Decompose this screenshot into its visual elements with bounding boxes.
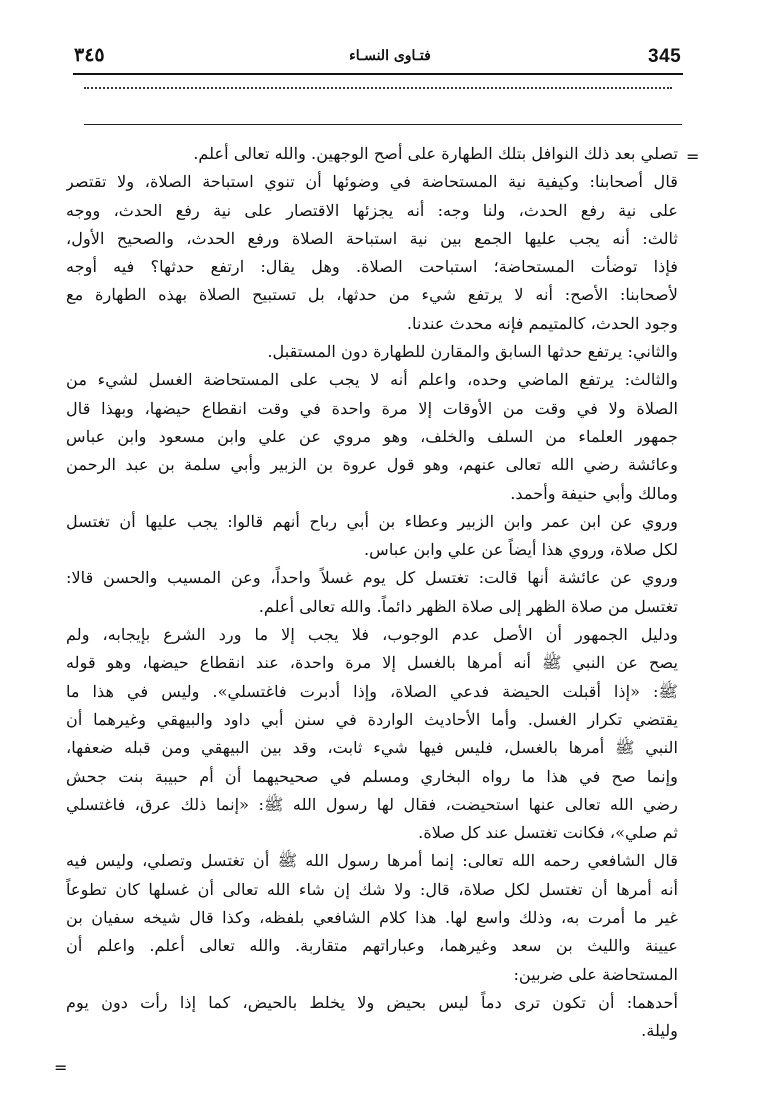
text-line: والثالث: يرتفع الماضي وحده، واعلم أنه لا يجب على المستحاضة الغسل لشيء من xyxy=(66,370,678,390)
text-line: وإنما صح في هذا ما رواه البخاري ومسلم في صحيحيهما أن أم حبيبة بنت جحش xyxy=(66,766,678,786)
text-line: وروي عن ابن عمر وابن الزبير وعطاء بن أبي رباح أنهم قالوا: يجب عليها أن تغتسل xyxy=(66,511,678,531)
text-line: ﷺ: «إذا أقبلت الحيضة فدعي الصلاة، وإذا أدبرت فاغتسلي». وليس في هذا ما xyxy=(66,681,678,701)
text-line: وعائشة رضي الله تعالى عنهم، وهو قول عروة بن الزبير وأبي سلمة بن عبد الرحمن xyxy=(66,455,678,475)
text-line: الصلاة ولا في وقت من الأوقات إلا مرة واحدة في وقت انقطاع حيضها، وبهذا قال xyxy=(66,398,678,418)
text-line: لأصحابنا: الأصح: أنه لا يرتفع شيء من حدثها، بل تستبيح الصلاة بهذه الطهارة مع xyxy=(66,285,678,305)
text-line: ومالك وأبي حنيفة وأحمد. xyxy=(510,483,678,503)
text-line: عيينة والليث بن سعد وغيرهما، وعباراتهم متقاربة. والله تعالى أعلم. واعلم أن xyxy=(66,936,678,956)
text-line: جمهور العلماء من السلف والخلف، وهو مروي عن علي وابن مسعود وابن عباس xyxy=(66,426,678,446)
text-line: رضي الله تعالى عنها استحيضت، فقال لها رسول الله ﷺ: «إنما ذلك عرق، فاغتسلي xyxy=(66,794,678,814)
text-line: ودليل الجمهور أن الأصل عدم الوجوب، فلا يجب إلا ما ورد الشرع بإيجابه، ولم xyxy=(66,625,678,645)
text-line: النبي ﷺ أمرها بالغسل، فليس فيها شيء ثابت، وقد بين البيهقي ومن قبله ضعفها، xyxy=(66,738,678,758)
text-line: قال الشافعي رحمه الله تعالى: إنما أمرها رسول الله ﷺ أن تغتسل وتصلي، وليس فيه xyxy=(66,851,678,871)
text-line: يقتضي تكرار الغسل. وأما الأحاديث الواردة في سنن أبي داود والبيهقي وغيرهما أن xyxy=(66,709,678,729)
text-line: قال أصحابنا: وكيفية نية المستحاضة في وضوئها أن تنوي استباحة الصلاة، ولا تقتصر xyxy=(66,172,678,192)
dotted-separator xyxy=(84,87,672,89)
text-line: المستحاضة على ضربين: xyxy=(513,964,678,984)
text-line: على نية رفع الحدث، ولنا وجه: أنه يجزئها الاقتصار على نية رفع الحدث، ووجه xyxy=(66,200,678,220)
page-number-arabic: ٣٤٥ xyxy=(74,44,105,66)
text-line: تغتسل من صلاة الظهر إلى صلاة الظهر دائماً. والله تعالى أعلم. xyxy=(258,596,678,616)
text-line: وليلة. xyxy=(641,1021,678,1041)
text-line: غير ما أمرت به، وذلك واسع لها. هذا كلام الشافعي بلفظه، وكذا قال شيخه سفيان بن xyxy=(66,908,678,928)
text-line: لكل صلاة، وروي هذا أيضاً عن علي وابن عباس. xyxy=(363,540,678,560)
text-line: أنه أمرها أن تغتسل لكل صلاة، قال: ولا شك إن شاء الله تعالى أن غسلها كان تطوعاً xyxy=(66,879,678,899)
text-line: والثاني: يرتفع حدثها السابق والمقارن للطهارة دون المستقبل. xyxy=(267,342,678,362)
page-number-latin: 345 xyxy=(648,46,682,67)
text-line: فإذا توضأت المستحاضة؛ استباحت الصلاة. وهل يقال: ارتفع حدثها؟ فيه أوجه xyxy=(66,257,678,277)
text-line: ثالث: أنه يجب عليها الجمع بين نية استباحة الصلاة ورفع الحدث، والصحيح الأول، xyxy=(66,228,678,248)
text-line: وروي عن عائشة أنها قالت: تغتسل كل يوم غسلاً واحداً، وعن المسيب والحسن قالا: xyxy=(66,568,678,588)
text-line: تصلي بعد ذلك النوافل بتلك الطهارة على أصح الوجهين. والله تعالى أعلم. xyxy=(193,144,678,163)
continuation-mark-bottom: = xyxy=(54,1058,68,1077)
footnote-separator-rule xyxy=(84,124,682,125)
continuation-mark-top: = xyxy=(686,147,700,166)
text-line: يصح عن النبي ﷺ أنه أمرها بالغسل إلا مرة واحدة، عند انقطاع حيضها، وهو قوله xyxy=(66,653,678,673)
header-rule xyxy=(73,73,683,75)
running-title: فتـاوى النسـاء xyxy=(349,48,431,64)
main-text xyxy=(66,140,678,1080)
text-line: ثم صلي»، فكانت تغتسل عند كل صلاة. xyxy=(418,823,678,843)
text-line: أحدهما: أن تكون ترى دماً ليس بحيض ولا يخلط بالحيض، كما إذا رأت دون يوم xyxy=(66,992,678,1012)
text-line: وجود الحدث، كالمتيمم فإنه محدث عندنا. xyxy=(406,313,678,333)
